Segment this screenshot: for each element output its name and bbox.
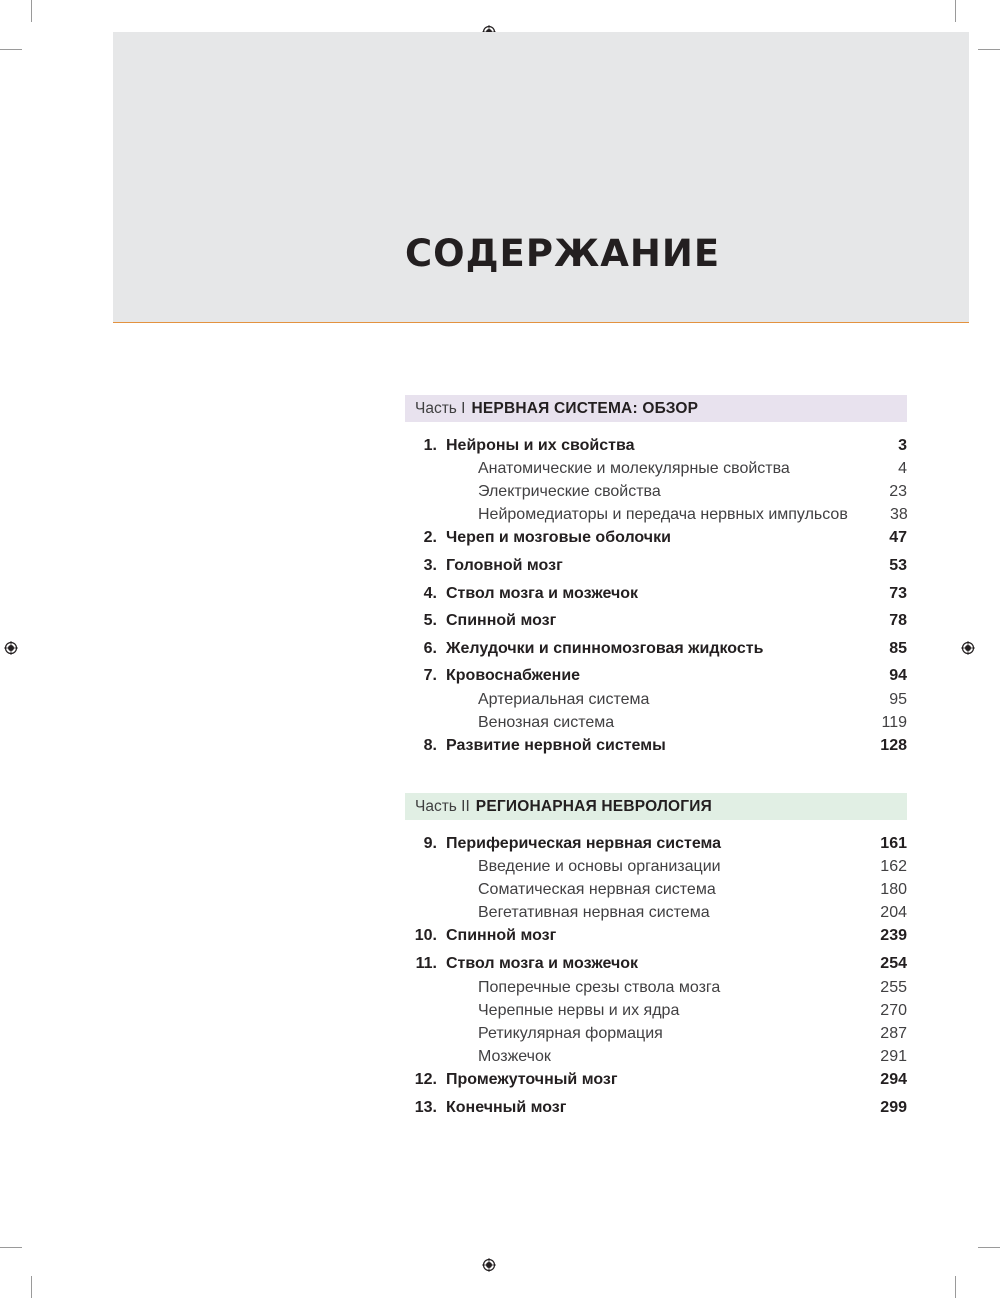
crop-mark bbox=[955, 1276, 956, 1298]
chapter-number: 2. bbox=[423, 529, 437, 546]
registration-mark-icon bbox=[4, 641, 18, 655]
section-title: Нейромедиаторы и передача нервных импульсов bbox=[478, 506, 848, 523]
section-title: Введение и основы организации bbox=[478, 857, 721, 875]
toc-section-entry[interactable] bbox=[405, 691, 907, 714]
toc-chapter-entry[interactable] bbox=[405, 612, 907, 640]
section-title: Мозжечок bbox=[478, 1047, 551, 1065]
registration-mark-icon bbox=[961, 641, 975, 655]
toc-chapter-entry[interactable] bbox=[405, 835, 907, 858]
toc-chapter-entry[interactable] bbox=[405, 927, 907, 955]
toc-section-entry[interactable] bbox=[405, 506, 907, 529]
crop-mark bbox=[31, 1276, 32, 1298]
section-title: Вегетативная нервная система bbox=[478, 903, 710, 921]
toc-section-entry[interactable] bbox=[405, 483, 907, 506]
part-title: РЕГИОНАРНАЯ НЕВРОЛОГИЯ bbox=[475, 797, 712, 815]
page-number: 23 bbox=[889, 483, 907, 500]
part-prefix: Часть I bbox=[415, 400, 466, 417]
page-title: СОДЕРЖАНИЕ bbox=[405, 232, 721, 275]
part-title: НЕРВНАЯ СИСТЕМА: ОБЗОР bbox=[471, 400, 699, 417]
chapter-number: 4. bbox=[423, 584, 437, 602]
toc-section-entry[interactable] bbox=[405, 714, 907, 737]
table-of-contents bbox=[405, 395, 907, 1126]
page-number: 254 bbox=[880, 954, 907, 972]
crop-mark bbox=[978, 1247, 1000, 1248]
chapter-title: Череп и мозговые оболочки bbox=[446, 529, 671, 546]
page-number: 128 bbox=[880, 736, 907, 754]
toc-chapter-entry[interactable] bbox=[405, 1099, 907, 1127]
part-prefix: Часть II bbox=[415, 797, 470, 815]
registration-mark-icon bbox=[482, 1258, 496, 1272]
toc-section-entry[interactable] bbox=[405, 1025, 907, 1048]
chapter-number: 12. bbox=[414, 1070, 437, 1088]
page-number: 255 bbox=[880, 978, 907, 996]
chapter-title: Спинной мозг bbox=[446, 612, 557, 630]
chapter-title: Спинной мозг bbox=[446, 926, 557, 944]
page-number: 204 bbox=[880, 903, 907, 921]
section-title: Соматическая нервная система bbox=[478, 880, 716, 898]
toc-chapter-entry[interactable] bbox=[405, 737, 907, 765]
chapter-title: Развитие нервной системы bbox=[446, 736, 666, 754]
chapter-title: Желудочки и спинномозговая жидкость bbox=[446, 639, 764, 657]
chapter-title: Нейроны и их свойства bbox=[446, 437, 635, 454]
toc-chapter-entry[interactable] bbox=[405, 1071, 907, 1099]
toc-section-entry[interactable] bbox=[405, 1002, 907, 1025]
page-number: 38 bbox=[890, 506, 908, 523]
chapter-number: 6. bbox=[423, 639, 437, 657]
chapter-number: 10. bbox=[414, 926, 437, 944]
chapter-title: Ствол мозга и мозжечок bbox=[446, 954, 639, 972]
toc-chapter-entry[interactable] bbox=[405, 437, 907, 460]
toc-chapter-entry[interactable] bbox=[405, 557, 907, 585]
section-title: Ретикулярная формация bbox=[478, 1024, 663, 1042]
toc-entry-list bbox=[405, 820, 907, 1126]
chapter-number: 8. bbox=[423, 736, 437, 754]
toc-section-entry[interactable] bbox=[405, 979, 907, 1002]
header-band bbox=[113, 32, 969, 323]
toc-chapter-entry[interactable] bbox=[405, 640, 907, 668]
page-number: 3 bbox=[898, 437, 907, 454]
toc-section-entry[interactable] bbox=[405, 904, 907, 927]
toc-section-entry[interactable] bbox=[405, 1048, 907, 1071]
page-number: 85 bbox=[889, 639, 907, 657]
page-number: 4 bbox=[898, 460, 907, 477]
page-number: 287 bbox=[880, 1024, 907, 1042]
crop-mark bbox=[0, 49, 22, 50]
chapter-title: Промежуточный мозг bbox=[446, 1070, 618, 1088]
chapter-title: Конечный мозг bbox=[446, 1098, 567, 1116]
page-number: 180 bbox=[880, 880, 907, 898]
page-number: 95 bbox=[889, 690, 907, 708]
crop-mark bbox=[0, 1247, 22, 1248]
chapter-number: 5. bbox=[423, 612, 437, 630]
page-number: 47 bbox=[889, 529, 907, 546]
section-title: Анатомические и молекулярные свойства bbox=[478, 460, 790, 477]
part-spacer bbox=[405, 765, 907, 793]
page-number: 162 bbox=[880, 857, 907, 875]
toc-chapter-entry[interactable] bbox=[405, 585, 907, 613]
page-number: 291 bbox=[880, 1047, 907, 1065]
part-header bbox=[405, 793, 907, 820]
section-title: Венозная система bbox=[478, 713, 615, 731]
chapter-number: 1. bbox=[423, 437, 437, 454]
toc-entry-list bbox=[405, 422, 907, 765]
page-number: 299 bbox=[880, 1098, 907, 1116]
toc-section-entry[interactable] bbox=[405, 881, 907, 904]
chapter-number: 11. bbox=[415, 954, 437, 972]
page-number: 119 bbox=[881, 713, 907, 731]
toc-section-entry[interactable] bbox=[405, 858, 907, 881]
page-number: 239 bbox=[880, 926, 907, 944]
toc-section-entry[interactable] bbox=[405, 460, 907, 483]
section-title: Электрические свойства bbox=[478, 483, 661, 500]
page-number: 73 bbox=[889, 584, 907, 602]
section-title: Поперечные срезы ствола мозга bbox=[478, 978, 721, 996]
chapter-number: 7. bbox=[423, 667, 437, 685]
chapter-title: Головной мозг bbox=[446, 557, 563, 574]
toc-chapter-entry[interactable] bbox=[405, 529, 907, 557]
chapter-number: 13. bbox=[414, 1098, 437, 1116]
page-number: 78 bbox=[889, 612, 907, 630]
chapter-title: Кровоснабжение bbox=[446, 667, 581, 685]
chapter-title: Периферическая нервная система bbox=[446, 834, 722, 852]
page-number: 270 bbox=[880, 1001, 907, 1019]
crop-mark bbox=[955, 0, 956, 22]
crop-mark bbox=[978, 49, 1000, 50]
chapter-number: 3. bbox=[423, 557, 437, 574]
section-title: Артериальная система bbox=[478, 690, 650, 708]
chapter-number: 9. bbox=[423, 834, 437, 852]
page-number: 294 bbox=[880, 1070, 907, 1088]
part-header bbox=[405, 395, 907, 422]
page-number: 53 bbox=[889, 557, 907, 574]
chapter-title: Ствол мозга и мозжечок bbox=[446, 584, 639, 602]
section-title: Черепные нервы и их ядра bbox=[478, 1001, 680, 1019]
page-number: 161 bbox=[880, 834, 907, 852]
page-number: 94 bbox=[889, 667, 907, 685]
crop-mark bbox=[31, 0, 32, 22]
